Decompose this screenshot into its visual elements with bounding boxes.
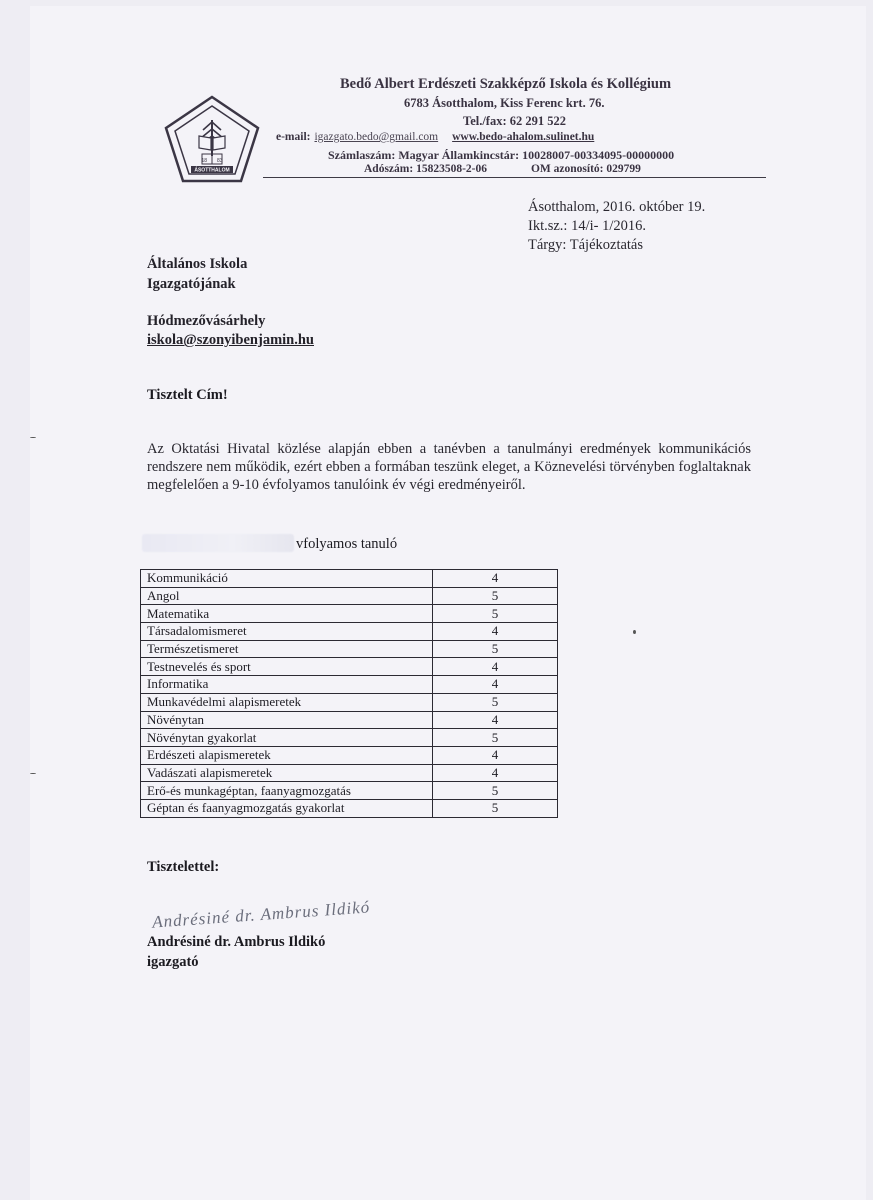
grade-row: [141, 729, 558, 747]
school-email-link[interactable]: igazgato.bedo@gmail.com: [314, 131, 439, 143]
grade-row: [141, 799, 558, 817]
grade-cell: 4: [433, 676, 558, 694]
recipient-line2: Igazgatójának: [147, 276, 236, 292]
seal-year-right: 83: [217, 158, 223, 164]
subject-cell: Természetismeret: [141, 640, 433, 658]
subject-cell: Matematika: [141, 605, 433, 623]
subject-cell: Munkavédelmi alapismeretek: [141, 693, 433, 711]
subject-cell: Kommunikáció: [141, 570, 433, 588]
greeting: Tisztelt Cím!: [147, 387, 228, 403]
grade-row: [141, 605, 558, 623]
letter-meta: [528, 198, 705, 255]
grade-row: [141, 658, 558, 676]
seal-bottom-text: ÁSOTTHALOM: [194, 167, 230, 174]
school-phone: Tel./fax: 62 291 522: [463, 114, 567, 128]
grade-row: [141, 587, 558, 605]
recipient-city: Hódmezővásárhely: [147, 313, 266, 329]
subject-cell: Testnevelés és sport: [141, 658, 433, 676]
grade-row: [141, 640, 558, 658]
contact-line: [276, 131, 594, 143]
subject-cell: Társadalomismeret: [141, 623, 433, 641]
closing: Tisztelettel:: [147, 859, 220, 875]
tax-number: Adószám: 15823508-2-06: [364, 163, 487, 175]
grade-cell: 4: [433, 623, 558, 641]
place-date: Ásotthalom, 2016. október 19.: [528, 199, 706, 215]
grade-row: [141, 623, 558, 641]
body-paragraph: Az Oktatási Hivatal közlése alapján ebben a tanévben a tanulmányi eredmények kommunikációs rendszere nem működik, ezért ebben a formában teszünk eleget, a Köznevelési törvényben foglaltaknak megfelelően a 9-10 évfolyamos tanulóink év végi eredményeiről.: [147, 441, 751, 493]
grade-cell: 5: [433, 605, 558, 623]
grade-row: [141, 764, 558, 782]
grade-cell: 5: [433, 729, 558, 747]
recipient-email-link[interactable]: iskola@szonyibenjamin.hu: [147, 332, 314, 348]
subject-cell: Vadászati alapismeretek: [141, 764, 433, 782]
reference-number: Ikt.sz.: 14/i- 1/2016.: [528, 218, 647, 234]
scan-speck: [30, 437, 36, 438]
grade-row: [141, 676, 558, 694]
grade-cell: 4: [433, 570, 558, 588]
subject-line: Tárgy: Tájékoztatás: [528, 237, 644, 253]
subject-cell: Növénytan gyakorlat: [141, 729, 433, 747]
header-divider: [263, 177, 766, 178]
grade-row: [141, 711, 558, 729]
handwritten-signature: Andrésiné dr. Ambrus Ildikó: [151, 897, 371, 932]
grade-row: [141, 693, 558, 711]
grade-row: [141, 782, 558, 800]
grade-row: [141, 570, 558, 588]
grade-row: [141, 746, 558, 764]
om-id: OM azonosító: 029799: [530, 163, 641, 175]
account-number: Számlaszám: Magyar Államkincstár: 10028007-00334095-00000000: [328, 148, 675, 162]
grade-cell: 4: [433, 764, 558, 782]
grade-cell: 5: [433, 640, 558, 658]
grade-cell: 4: [433, 746, 558, 764]
subject-cell: Növénytan: [141, 711, 433, 729]
grade-cell: 4: [433, 658, 558, 676]
recipient-line1: Általános Iskola: [147, 256, 248, 272]
grades-table: [140, 569, 558, 818]
subject-cell: Erő-és munkagéptan, faanyagmozgatás: [141, 782, 433, 800]
email-label: e-mail:: [276, 131, 311, 143]
signer-title: igazgató: [147, 954, 199, 970]
grade-cell: 5: [433, 799, 558, 817]
scan-speck: [30, 773, 36, 774]
subject-cell: Informatika: [141, 676, 433, 694]
school-seal-logo: [163, 94, 261, 184]
school-name: Bedő Albert Erdészeti Szakképző Iskola és Kollégium: [340, 76, 672, 92]
tax-line: [364, 163, 641, 175]
grade-cell: 5: [433, 693, 558, 711]
class-label: vfolyamos tanuló: [296, 536, 398, 552]
grade-cell: 4: [433, 711, 558, 729]
subject-cell: Erdészeti alapismeretek: [141, 746, 433, 764]
signer-name: Andrésiné dr. Ambrus Ildikó: [147, 934, 326, 950]
redacted-region: [142, 534, 294, 552]
subject-cell: Angol: [141, 587, 433, 605]
grade-cell: 5: [433, 782, 558, 800]
school-address: 6783 Ásotthalom, Kiss Ferenc krt. 76.: [404, 96, 605, 110]
scan-speck: [633, 630, 636, 634]
seal-year-left: 18: [201, 158, 207, 164]
school-website-link[interactable]: www.bedo-ahalom.sulinet.hu: [452, 131, 595, 143]
grade-cell: 5: [433, 587, 558, 605]
subject-cell: Géptan és faanyagmozgatás gyakorlat: [141, 799, 433, 817]
